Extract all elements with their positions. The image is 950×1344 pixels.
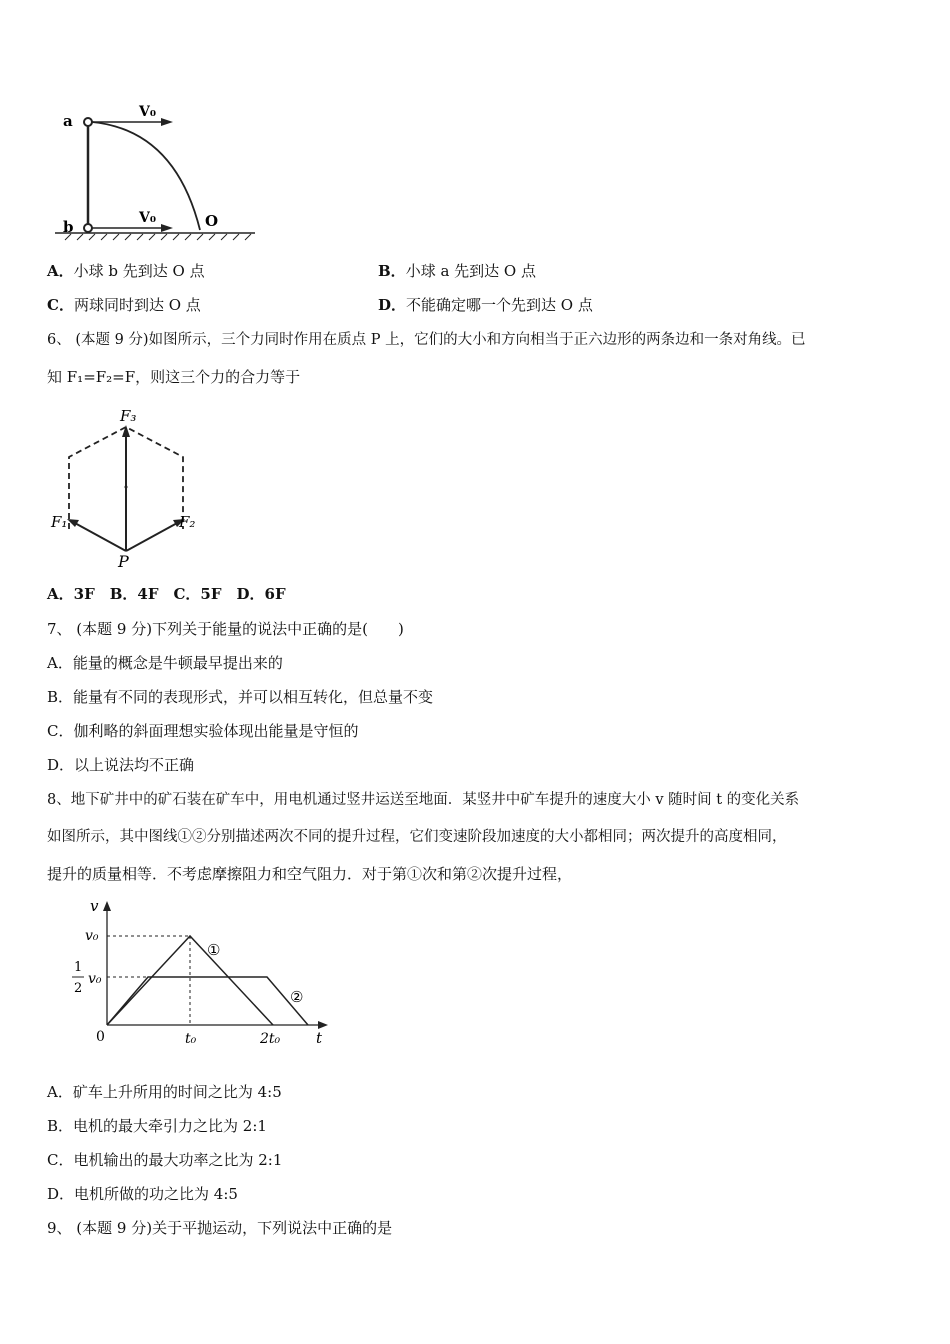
q9-stem: 9、 (本题 9 分)关于平抛运动，下列说法中正确的是 — [47, 1219, 393, 1237]
label-p: P — [118, 552, 129, 571]
q5-option-d: D．不能确定哪一个先到达 O 点 — [378, 296, 593, 314]
label-o: O — [205, 212, 219, 230]
label-v0-top: V₀ — [139, 104, 156, 120]
q5-option-b: B．小球 a 先到达 O 点 — [378, 262, 537, 280]
q7-option-c: C．伽利略的斜面理想实验体现出能量是守恒的 — [47, 722, 359, 740]
label-v0: v₀ — [85, 928, 99, 944]
label-curve2: ② — [290, 988, 304, 1006]
label-t0: t₀ — [185, 1031, 197, 1047]
q7-stem: 7、 (本题 9 分)下列关于能量的说法中正确的是( ) — [47, 620, 404, 638]
q7-option-b: B．能量有不同的表现形式，并可以相互转化，但总量不变 — [47, 688, 434, 706]
q8-stem-line2: 如图所示，其中图线①②分别描述两次不同的提升过程，它们变速阶段加速度的大小都相同；两次提升的高度相同， — [47, 829, 787, 845]
q6-stem-line1: 6、 (本题 9 分)如图所示，三个力同时作用在质点 P 上，它们的大小和方向相当于正六边形的两条边和一条对角线。已 — [47, 332, 806, 348]
axis-t: t — [316, 1029, 323, 1047]
label-curve1: ① — [207, 941, 221, 959]
q8-stem-line1: 8、地下矿井中的矿石装在矿车中，用电机通过竖井运送至地面．某竖井中矿车提升的速度大小 v 随时间 t 的变化关系 — [47, 792, 800, 808]
label-half-v0: v₀ — [88, 971, 102, 987]
label-origin: 0 — [96, 1029, 105, 1045]
label-v0-bottom: V₀ — [139, 210, 156, 226]
label-half-den: 2 — [74, 981, 83, 996]
projectile-figure — [55, 100, 265, 245]
q8-option-a: A．矿车上升所用的时间之比为 4:5 — [47, 1083, 282, 1101]
q8-option-c: C．电机输出的最大功率之比为 2:1 — [47, 1151, 283, 1169]
label-b: b — [63, 218, 74, 236]
q8-stem-line3: 提升的质量相等．不考虑摩擦阻力和空气阻力．对于第①次和第②次提升过程， — [47, 865, 573, 883]
velocity-time-graph — [60, 895, 340, 1055]
q8-option-d: D．电机所做的功之比为 4:5 — [47, 1185, 238, 1203]
label-f2: F₂ — [179, 513, 196, 531]
q7-option-a: A．能量的概念是牛顿最早提出来的 — [47, 654, 283, 672]
label-a: a — [63, 112, 73, 130]
hexagon-force-figure — [45, 405, 205, 575]
label-2t0: 2t₀ — [260, 1031, 281, 1047]
label-half-num: 1 — [74, 960, 83, 975]
q5-option-a: A．小球 b 先到达 O 点 — [47, 262, 205, 280]
q8-option-b: B．电机的最大牵引力之比为 2:1 — [47, 1117, 267, 1135]
q7-option-d: D．以上说法均不正确 — [47, 756, 195, 774]
q6-options: A．3F B．4F C．5F D．6F — [47, 585, 286, 603]
label-f1: F₁ — [51, 513, 68, 531]
axis-v: v — [90, 897, 99, 915]
q6-stem-line2: 知 F₁=F₂=F，则这三个力的合力等于 — [47, 368, 301, 386]
label-f3: F₃ — [120, 407, 137, 425]
q5-option-c: C．两球同时到达 O 点 — [47, 296, 201, 314]
